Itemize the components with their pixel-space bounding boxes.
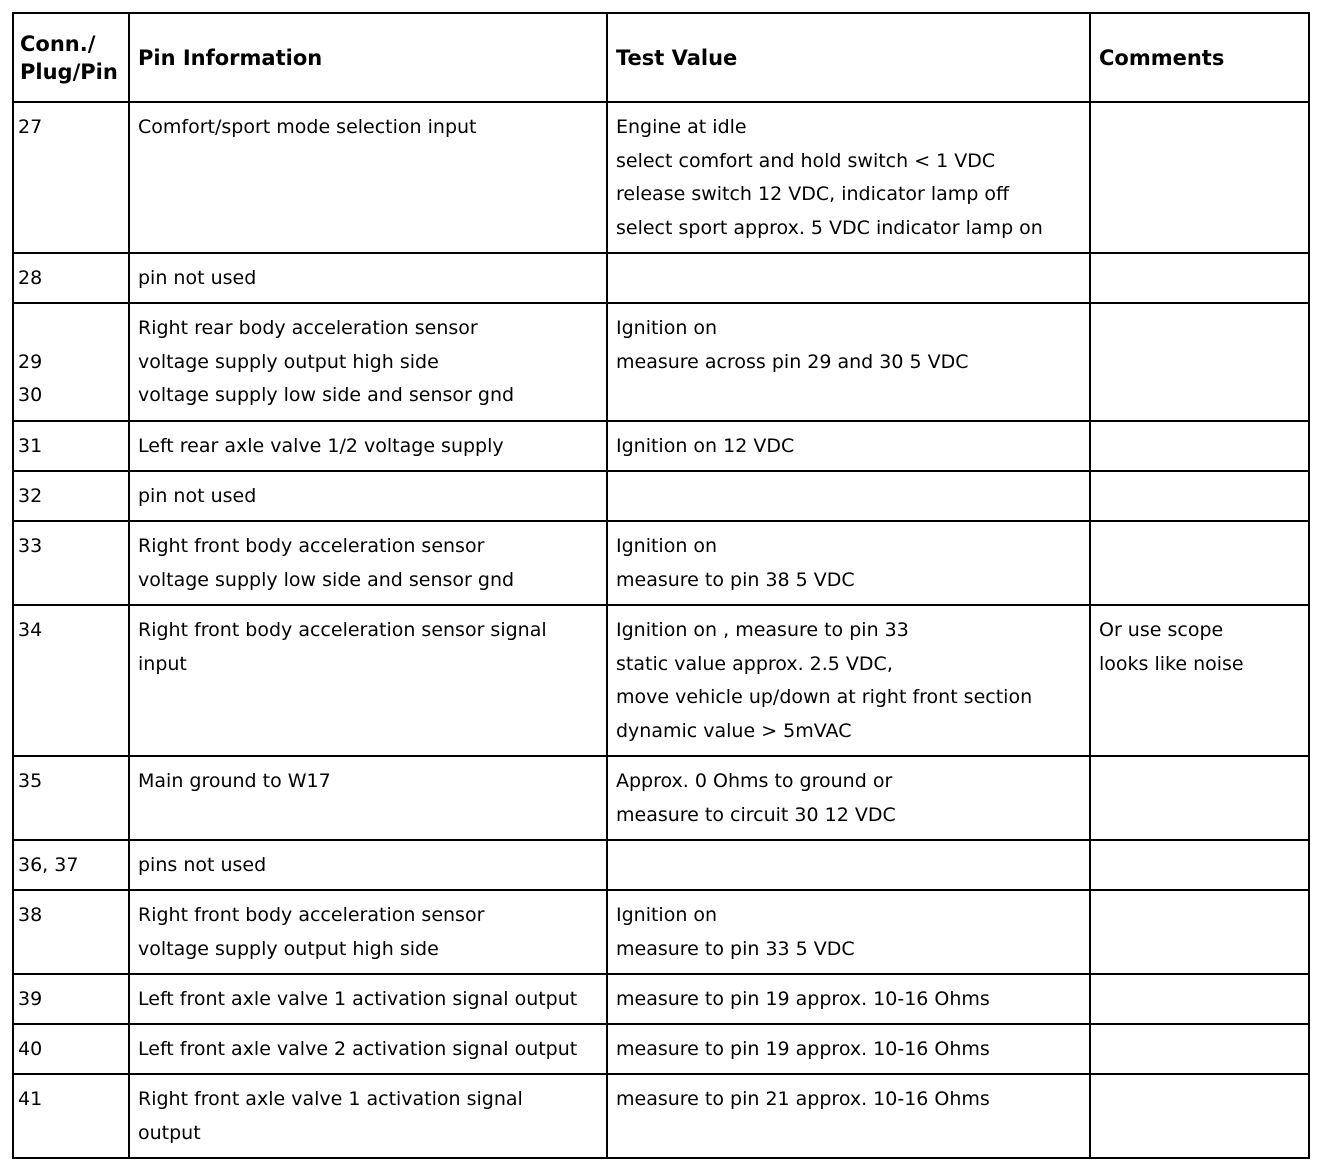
test-value-cell-line: select sport approx. 5 VDC indicator lamp on [616, 216, 1043, 239]
test-value-cell [607, 471, 1090, 521]
table-row [13, 1024, 1309, 1074]
conn-pin-cell-line: 38 [18, 904, 43, 926]
pin-information-cell-line: voltage supply output high side [138, 937, 439, 960]
pin-information-cell [129, 102, 607, 253]
test-value-cell [607, 253, 1090, 303]
comments-cell [1090, 1024, 1309, 1074]
pin-information-cell-line: Comfort/sport mode selection input [138, 116, 477, 138]
comments-cell [1090, 840, 1309, 890]
table-row [13, 421, 1309, 471]
header-conn-plug-pin [13, 13, 129, 102]
pin-information-cell [129, 521, 607, 605]
pin-information-cell [129, 421, 607, 471]
test-value-cell-line: Ignition on [616, 904, 718, 926]
pin-information-cell-line: pin not used [138, 485, 257, 507]
table-row [13, 840, 1309, 890]
pin-information-cell-line: Right front body acceleration sensor [138, 535, 485, 557]
comments-cell [1090, 471, 1309, 521]
pin-information-cell-line: Right rear body acceleration sensor [138, 317, 478, 339]
test-value-cell-line: Ignition on [616, 535, 718, 557]
pin-information-cell-line: voltage supply output high side [138, 350, 439, 373]
test-value-cell-line: move vehicle up/down at right front section [616, 686, 1033, 708]
pin-information-cell-line: Right front body acceleration sensor [138, 904, 485, 926]
conn-pin-cell [13, 471, 129, 521]
test-value-cell-line: measure to circuit 30 12 VDC [616, 803, 896, 826]
table-row [13, 102, 1309, 253]
comments-cell-line: Or use scope [1099, 619, 1224, 641]
test-value-cell [607, 605, 1090, 756]
pin-information-cell [129, 471, 607, 521]
conn-pin-cell-line: 32 [18, 485, 43, 507]
conn-pin-cell [13, 521, 129, 605]
pin-information-cell-line: Right front axle valve 1 activation signal [138, 1088, 523, 1110]
pin-information-cell-line: Left rear axle valve 1/2 voltage supply [138, 435, 504, 457]
comments-cell [1090, 890, 1309, 974]
conn-pin-cell-line: 40 [18, 1038, 43, 1060]
test-value-cell-line: Engine at idle [616, 116, 747, 138]
conn-pin-cell-line: 39 [18, 988, 43, 1010]
pin-information-cell [129, 605, 607, 756]
comments-cell [1090, 303, 1309, 421]
comments-cell [1090, 102, 1309, 253]
conn-pin-cell [13, 890, 129, 974]
test-value-cell-line: measure to pin 19 approx. 10-16 Ohms [616, 988, 990, 1010]
comments-cell-line: looks like noise [1099, 652, 1244, 675]
test-value-cell [607, 974, 1090, 1024]
pin-information-cell [129, 303, 607, 421]
header-conn-line2: Plug/Pin [20, 59, 118, 84]
table-row [13, 974, 1309, 1024]
test-value-cell [607, 840, 1090, 890]
test-value-cell [607, 890, 1090, 974]
conn-pin-cell-line: 35 [18, 770, 43, 792]
pin-information-cell [129, 840, 607, 890]
test-value-cell-line: Ignition on 12 VDC [616, 435, 795, 457]
conn-pin-cell-line: 31 [18, 435, 43, 457]
test-value-cell-line: measure across pin 29 and 30 5 VDC [616, 350, 969, 373]
test-value-cell-line: measure to pin 38 5 VDC [616, 568, 855, 591]
conn-pin-cell [13, 1074, 129, 1158]
table-row [13, 605, 1309, 756]
test-value-cell-line: measure to pin 19 approx. 10-16 Ohms [616, 1038, 990, 1060]
pin-information-cell [129, 756, 607, 840]
table-row [13, 303, 1309, 421]
header-conn-line1: Conn./ [20, 31, 96, 56]
test-value-cell-line: measure to pin 33 5 VDC [616, 937, 855, 960]
header-pin-information: Pin Information [129, 13, 607, 102]
test-value-cell-line: static value approx. 2.5 VDC, [616, 652, 893, 675]
pin-information-cell [129, 1024, 607, 1074]
pin-information-cell [129, 253, 607, 303]
comments-cell [1090, 521, 1309, 605]
test-value-cell [607, 756, 1090, 840]
conn-pin-cell [13, 605, 129, 756]
conn-pin-cell [13, 303, 129, 421]
table-header-row [13, 13, 1309, 102]
test-value-cell-line: Ignition on , measure to pin 33 [616, 619, 909, 641]
pin-information-cell-line: Left front axle valve 2 activation signal output [138, 1038, 578, 1060]
pin-information-cell-line: Left front axle valve 1 activation signal output [138, 988, 578, 1010]
pin-information-cell-line: Right front body acceleration sensor signal [138, 619, 547, 641]
test-value-cell [607, 303, 1090, 421]
test-value-cell-line: Ignition on [616, 317, 718, 339]
comments-cell [1090, 756, 1309, 840]
pin-information-cell-line: input [138, 652, 187, 675]
comments-cell [1090, 253, 1309, 303]
test-value-cell-line: release switch 12 VDC, indicator lamp off [616, 183, 1010, 205]
table-row [13, 756, 1309, 840]
conn-pin-cell [13, 840, 129, 890]
test-value-cell [607, 1074, 1090, 1158]
conn-pin-cell-line: 36, 37 [18, 854, 79, 876]
pin-information-cell-line: voltage supply low side and sensor gnd [138, 384, 515, 406]
conn-pin-cell [13, 102, 129, 253]
conn-pin-cell [13, 253, 129, 303]
conn-pin-cell-line: 29 [18, 350, 43, 373]
pin-information-cell-line: output [138, 1121, 201, 1144]
conn-pin-cell-line: 30 [18, 384, 43, 406]
conn-pin-cell [13, 974, 129, 1024]
pin-information-cell [129, 890, 607, 974]
pin-information-cell-line: voltage supply low side and sensor gnd [138, 568, 515, 591]
test-value-cell [607, 421, 1090, 471]
test-value-cell-line: Approx. 0 Ohms to ground or [616, 770, 893, 792]
conn-pin-cell [13, 756, 129, 840]
comments-cell [1090, 421, 1309, 471]
test-value-cell-line: select comfort and hold switch < 1 VDC [616, 149, 996, 172]
conn-pin-cell-line: 27 [18, 116, 43, 138]
comments-cell [1090, 974, 1309, 1024]
pin-information-cell-line: pins not used [138, 854, 267, 876]
conn-pin-cell [13, 1024, 129, 1074]
pin-information-cell-line: pin not used [138, 267, 257, 289]
table-row [13, 253, 1309, 303]
table-row [13, 1074, 1309, 1158]
test-value-cell [607, 1024, 1090, 1074]
test-value-cell [607, 102, 1090, 253]
conn-pin-cell-line: 28 [18, 267, 43, 289]
header-comments: Comments [1090, 13, 1309, 102]
pin-information-cell [129, 974, 607, 1024]
table-row [13, 471, 1309, 521]
conn-pin-cell-line: 41 [18, 1088, 43, 1110]
pin-information-cell [129, 1074, 607, 1158]
table-row [13, 890, 1309, 974]
conn-pin-cell-line: 33 [18, 535, 43, 557]
pin-information-cell-line: Main ground to W17 [138, 770, 331, 792]
pin-test-table [12, 12, 1310, 1159]
comments-cell [1090, 1074, 1309, 1158]
test-value-cell [607, 521, 1090, 605]
conn-pin-cell [13, 421, 129, 471]
header-test-value: Test Value [607, 13, 1090, 102]
comments-cell [1090, 605, 1309, 756]
test-value-cell-line: measure to pin 21 approx. 10-16 Ohms [616, 1088, 990, 1110]
table-row [13, 521, 1309, 605]
test-value-cell-line: dynamic value > 5mVAC [616, 719, 852, 742]
table-body [13, 102, 1309, 1158]
conn-pin-cell-line: 34 [18, 619, 43, 641]
